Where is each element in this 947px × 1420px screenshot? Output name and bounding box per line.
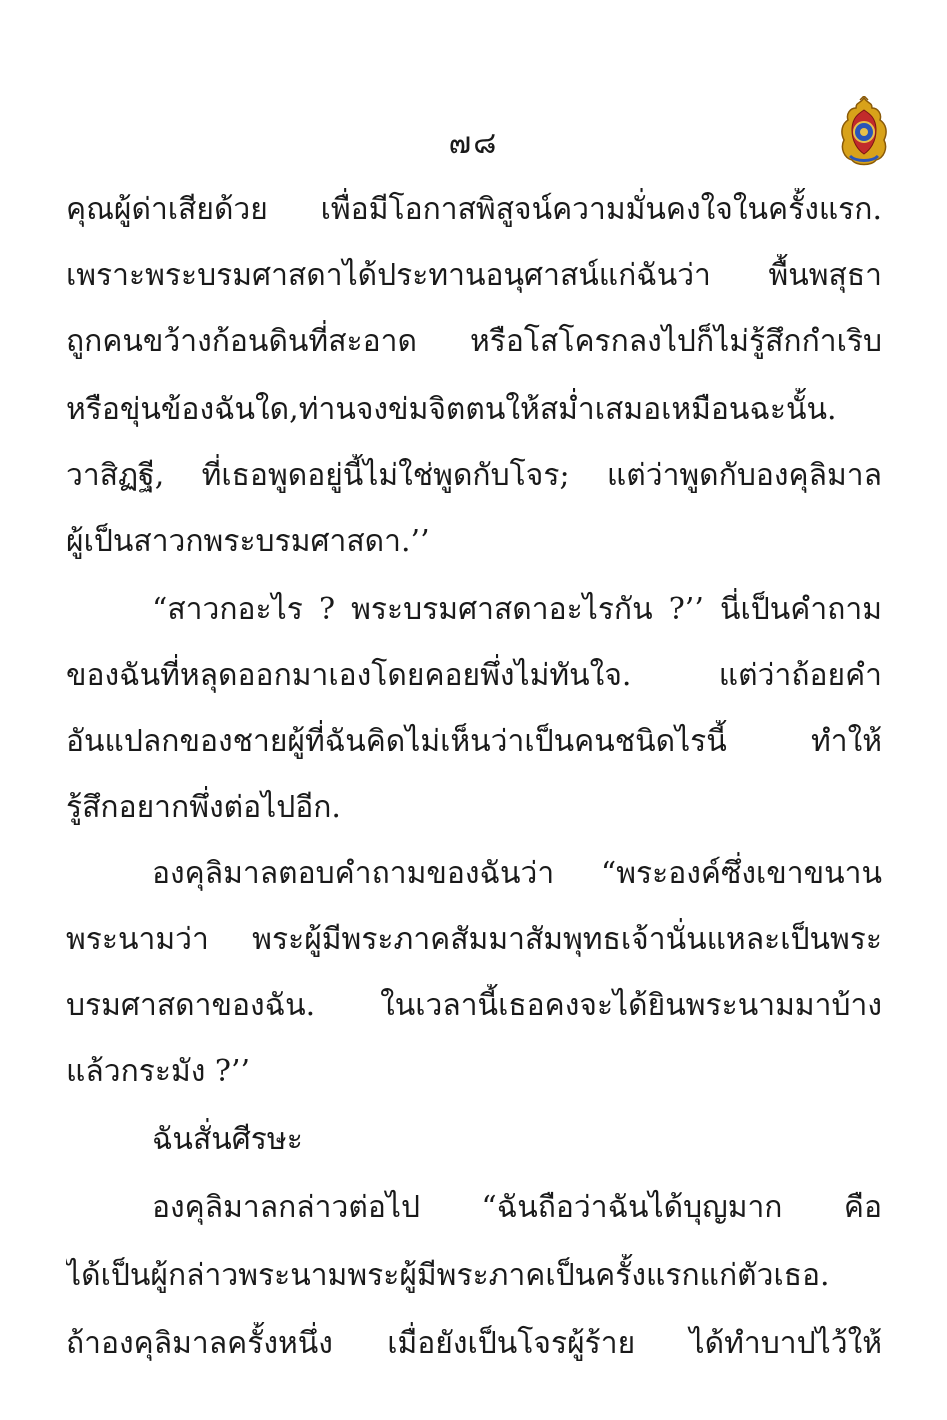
page-number: ๗๘ xyxy=(448,126,499,161)
text-line: รู้สึกอยากพึ่งต่อไปอีก. xyxy=(66,790,341,825)
text-line: ของฉันที่หลุดออกมาเองโดยคอยพึ่งไม่ทันใจ. แต่ว่าถ้อยคำ xyxy=(66,658,882,693)
text-line: เพราะพระบรมศาสดาได้ประทานอนุศาสน์แก่ฉันว่า พื้นพสุธา xyxy=(66,258,882,293)
text-line: แล้วกระมัง ?’’ xyxy=(66,1054,251,1089)
text-line: บรมศาสดาของฉัน. ในเวลานี้เธอคงจะได้ยินพระนามมาบ้าง xyxy=(66,988,882,1023)
text-line: องคุลิมาลกล่าวต่อไป “ฉันถือว่าฉันได้บุญมาก คือ xyxy=(152,1190,882,1225)
text-line: พระนามว่า พระผู้มีพระภาคสัมมาสัมพุทธเจ้านั่นแหละเป็นพระ xyxy=(66,922,882,957)
text-line: ได้เป็นผู้กล่าวพระนามพระผู้มีพระภาคเป็นครั้งแรกแก่ตัวเธอ. xyxy=(66,1258,830,1293)
text-line: หรือขุ่นข้องฉันใด,ท่านจงข่มจิตตนให้สม่ำเสมอเหมือนฉะนั้น. xyxy=(66,392,837,427)
text-line: “สาวกอะไร ? พระบรมศาสดาอะไรกัน ?’’ นี่เป็นคำถาม xyxy=(152,592,882,627)
text-line: ผู้เป็นสาวกพระบรมศาสดา.’’ xyxy=(66,524,430,559)
text-line: ถูกคนขว้างก้อนดินที่สะอาด หรือโสโครกลงไปก็ไม่รู้สึกกำเริบ xyxy=(66,324,882,359)
text-line: ถ้าองคุลิมาลครั้งหนึ่ง เมื่อยังเป็นโจรผู้ร้าย ได้ทำบาปไว้ให้ xyxy=(66,1326,882,1361)
text-line: วาสิฏฐี, ที่เธอพูดอยู่นี้ไม่ใช่พูดกับโจร; แต่ว่าพูดกับองคุลิมาล xyxy=(66,458,882,493)
royal-crest-icon xyxy=(838,96,890,168)
text-line: คุณผู้ด่าเสียด้วย เพื่อมีโอกาสพิสูจน์ความมั่นคงใจในครั้งแรก. xyxy=(66,192,882,227)
text-line: ฉันสั่นศีรษะ xyxy=(152,1122,303,1157)
text-line: องคุลิมาลตอบคำถามของฉันว่า “พระองค์ซึ่งเขาขนาน xyxy=(152,856,882,891)
text-line: อันแปลกของชายผู้ที่ฉันคิดไม่เห็นว่าเป็นคนชนิดไรนี้ ทำให้ xyxy=(66,724,882,759)
